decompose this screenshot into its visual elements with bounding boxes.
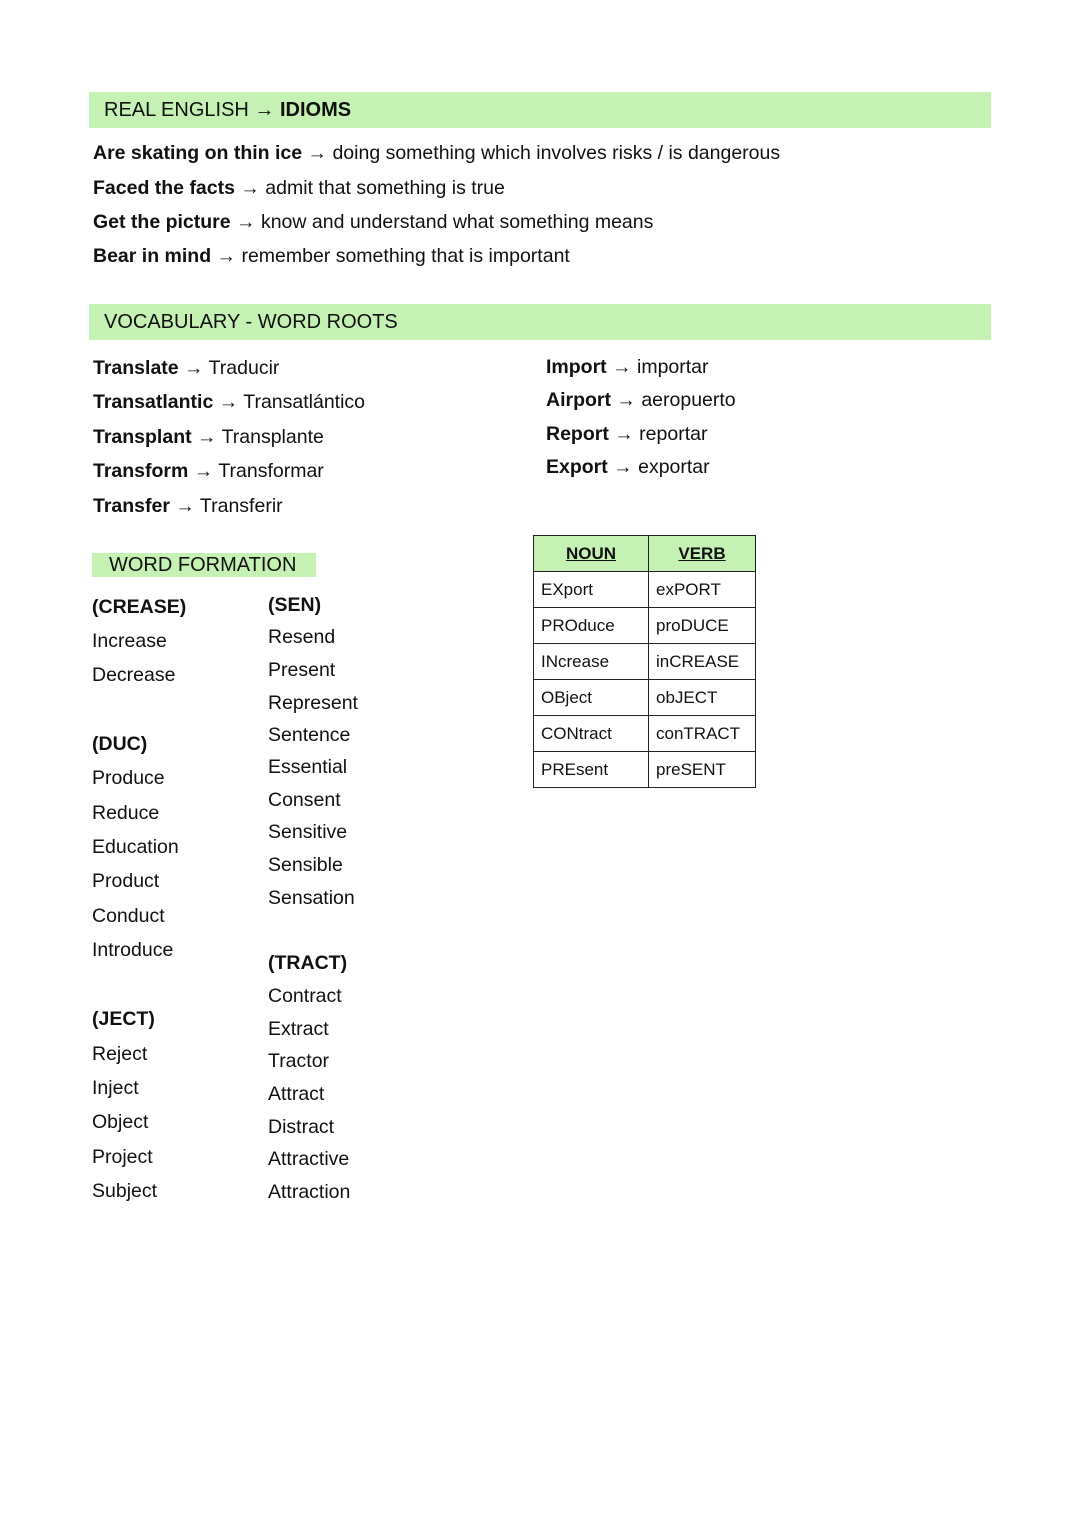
word-item: Represent <box>268 692 358 714</box>
idiom-term: Are skating on thin ice <box>93 142 303 164</box>
root-term: Airport <box>546 389 611 411</box>
table-cell-verb: inCREASE <box>649 644 756 680</box>
table-header-row <box>534 536 756 572</box>
root-meaning: → aeropuerto <box>611 389 736 411</box>
word-item: Subject <box>92 1180 158 1202</box>
root-item <box>93 494 283 518</box>
root-item <box>93 356 279 380</box>
word-item: Product <box>92 870 160 892</box>
root-term: Transplant <box>93 426 192 448</box>
word-item: Contract <box>268 985 342 1007</box>
table-cell-verb: proDUCE <box>649 608 756 644</box>
idiom-item <box>93 141 780 165</box>
table-cell-verb: obJECT <box>649 680 756 716</box>
table-row <box>534 680 756 716</box>
idiom-meaning: → admit that something is true <box>234 177 505 199</box>
root-term: Report <box>546 423 609 445</box>
root-item <box>546 355 709 379</box>
word-item: Sensitive <box>268 821 348 843</box>
group-head-tract: (TRACT) <box>268 952 348 974</box>
root-meaning: → reportar <box>608 423 708 445</box>
word-item: Decrease <box>92 664 176 686</box>
word-item: Sensible <box>268 854 343 876</box>
table-row <box>534 716 756 752</box>
table-row <box>534 752 756 788</box>
root-term: Translate <box>93 357 179 379</box>
table-cell-noun: EXport <box>534 572 649 608</box>
word-item: Reject <box>92 1043 148 1065</box>
noun-verb-stress-table <box>533 535 756 788</box>
root-meaning: → exportar <box>607 456 710 478</box>
word-roots-section-header: VOCABULARY - WORD ROOTS <box>89 304 991 340</box>
word-item: Sensation <box>268 887 355 909</box>
table-cell-verb: preSENT <box>649 752 756 788</box>
idiom-item <box>93 176 505 200</box>
idiom-item <box>93 244 570 268</box>
root-item <box>546 422 707 446</box>
word-item: Inject <box>92 1077 139 1099</box>
idioms-title-prefix: REAL ENGLISH → <box>104 99 280 121</box>
word-item: Extract <box>268 1018 329 1040</box>
root-item <box>93 425 324 449</box>
table-row <box>534 608 756 644</box>
idiom-term: Faced the facts <box>93 177 235 199</box>
word-item: Attract <box>268 1083 325 1105</box>
idioms-title-bold: IDIOMS <box>279 99 352 121</box>
word-item: Attractive <box>268 1148 350 1170</box>
idiom-meaning: → doing something which involves risks / is dangerous <box>302 142 781 164</box>
root-term: Transform <box>93 460 189 482</box>
word-item: Distract <box>268 1116 335 1138</box>
root-item <box>546 388 736 412</box>
word-item: Education <box>92 836 179 858</box>
word-item: Tractor <box>268 1050 330 1072</box>
table-cell-noun: PREsent <box>534 752 649 788</box>
root-meaning: → Traducir <box>178 357 280 379</box>
table-cell-verb: exPORT <box>649 572 756 608</box>
root-term: Transfer <box>93 495 170 517</box>
word-item: Essential <box>268 756 348 778</box>
group-head-crease: (CREASE) <box>92 596 187 618</box>
word-formation-section-header: WORD FORMATION <box>92 553 316 577</box>
word-item: Consent <box>268 789 341 811</box>
idiom-meaning: → know and understand what something means <box>230 211 654 233</box>
table-cell-noun: INcrease <box>534 644 649 680</box>
word-item: Attraction <box>268 1181 351 1203</box>
root-meaning: → Transformar <box>188 460 324 482</box>
root-meaning: → importar <box>606 356 709 378</box>
word-item: Produce <box>92 767 165 789</box>
idiom-term: Bear in mind <box>93 245 212 267</box>
root-term: Export <box>546 456 608 478</box>
root-item <box>93 459 324 483</box>
word-item: Sentence <box>268 724 351 746</box>
idiom-term: Get the picture <box>93 211 231 233</box>
root-meaning: → Transferir <box>169 495 283 517</box>
table-row <box>534 644 756 680</box>
word-item: Present <box>268 659 336 681</box>
group-head-ject: (JECT) <box>92 1008 155 1030</box>
group-head-duc: (DUC) <box>92 733 148 755</box>
word-item: Introduce <box>92 939 174 961</box>
table-cell-verb: conTRACT <box>649 716 756 752</box>
idioms-section-header <box>89 92 991 128</box>
root-term: Transatlantic <box>93 391 214 413</box>
root-item <box>546 455 710 479</box>
word-item: Conduct <box>92 905 165 927</box>
word-item: Increase <box>92 630 167 652</box>
word-item: Resend <box>268 626 336 648</box>
table-header-noun: NOUN <box>534 536 649 572</box>
group-head-sen: (SEN) <box>268 594 322 616</box>
idiom-item <box>93 210 653 234</box>
word-item: Project <box>92 1146 153 1168</box>
word-item: Object <box>92 1111 149 1133</box>
idiom-meaning: → remember something that is important <box>211 245 570 267</box>
root-term: Import <box>546 356 607 378</box>
root-item <box>93 390 365 414</box>
table-row <box>534 572 756 608</box>
table-cell-noun: OBject <box>534 680 649 716</box>
table-cell-noun: PROduce <box>534 608 649 644</box>
table-header-verb: VERB <box>649 536 756 572</box>
word-item: Reduce <box>92 802 160 824</box>
root-meaning: → Transplante <box>191 426 324 448</box>
root-meaning: → Transatlántico <box>213 391 366 413</box>
table-cell-noun: CONtract <box>534 716 649 752</box>
